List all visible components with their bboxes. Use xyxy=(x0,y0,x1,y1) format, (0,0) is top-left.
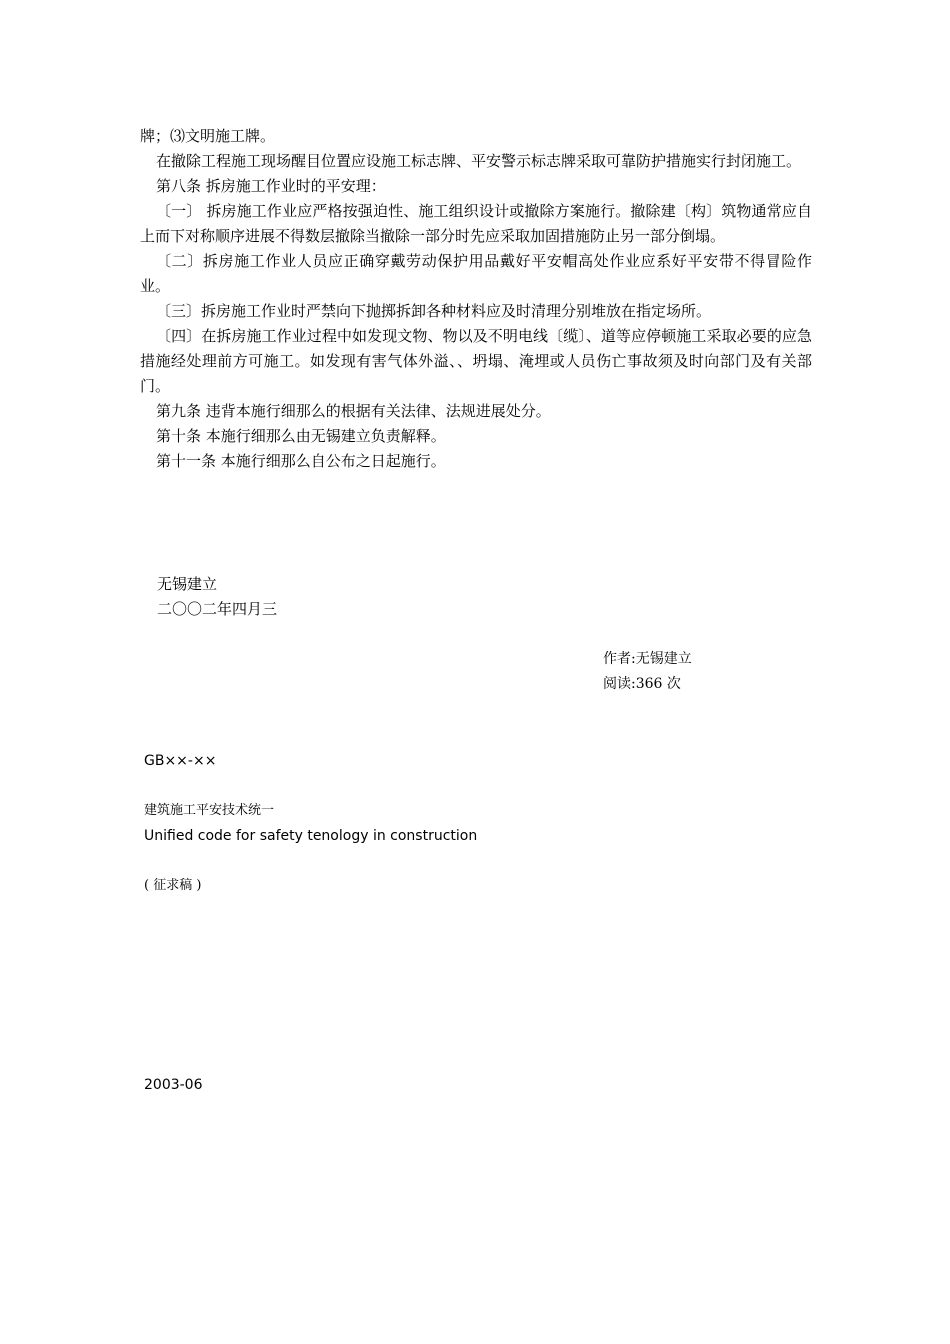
standard-title-en: Unified code for safety tenology in construction xyxy=(144,828,478,844)
article-8-clause-2: 〔二〕拆房施工作业人员应正确穿戴劳动保护用品戴好平安帽高处作业应系好平安带不得冒险作业。 xyxy=(140,252,812,295)
standard-title-cn: 建筑施工平安技术统一 xyxy=(144,803,275,818)
standard-code: GB××-×× xyxy=(144,753,217,769)
signature-org: 无锡建立 xyxy=(157,575,218,593)
author-line: 作者:无锡建立 xyxy=(603,651,692,667)
paragraph-sign-list-end: 牌；⑶文明施工牌。 xyxy=(140,127,276,145)
paragraph-site-signage: 在撤除工程施工现场醒目位置应设施工标志牌、平安警示标志牌采取可靠防护措施实行封闭施工。 xyxy=(156,152,802,170)
regulation-body xyxy=(140,124,812,474)
signature-date: 二〇〇二年四月三 xyxy=(157,600,278,618)
standard-date: 2003-06 xyxy=(144,1077,203,1093)
article-9: 第九条 违背本施行细那么的根据有关法律、法规进展处分。 xyxy=(156,402,551,420)
read-count: 阅读:366 次 xyxy=(603,676,681,692)
article-11: 第十一条 本施行细那么自公布之日起施行。 xyxy=(156,452,446,470)
article-8-clause-3: 〔三〕拆房施工作业时严禁向下抛掷拆卸各种材料应及时清理分别堆放在指定场所。 xyxy=(156,302,712,320)
article-10: 第十条 本施行细那么由无锡建立负责解释。 xyxy=(156,427,446,445)
article-8-heading: 第八条 拆房施工作业时的平安理： xyxy=(156,177,386,195)
article-8-clause-4: 〔四〕在拆房施工作业过程中如发现文物、物以及不明电线〔缆〕、道等应停顿施工采取必要的应急措施经处理前方可施工。如发现有害气体外溢、、坍塌、淹埋或人员伤亡事故须及时向部门及有关部门。 xyxy=(140,327,812,395)
article-8-clause-1: 〔一〕 拆房施工作业应严格按强迫性、施工组织设计或撤除方案施行。撤除建〔构〕筑物通常应自上而下对称顺序进展不得数层撤除当撤除一部分时先应采取加固措施防止另一部分倒塌。 xyxy=(140,202,812,245)
draft-label: ( 征求稿 ) xyxy=(144,878,202,893)
